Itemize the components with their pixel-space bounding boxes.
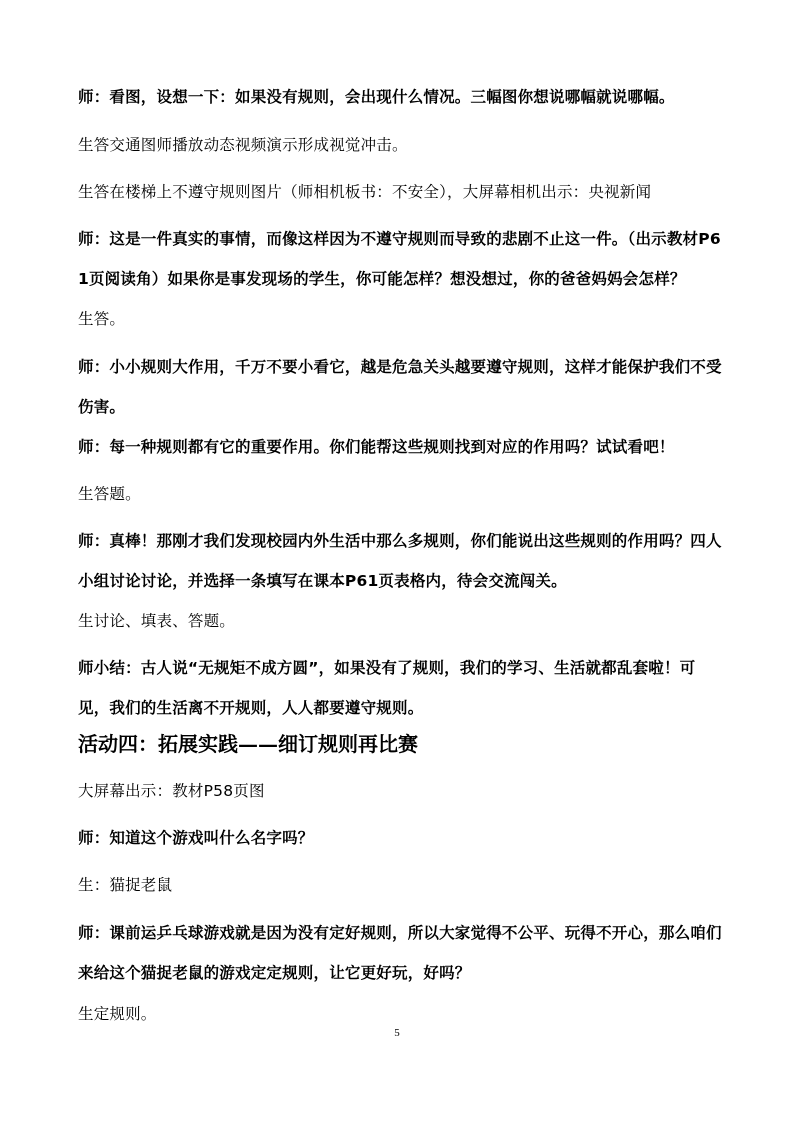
paragraph-teacher-statement: 师：每一种规则都有它的重要作用。你们能帮这些规则找到对应的作用吗？试试看吧！	[78, 438, 675, 456]
activity-heading: 活动四：拓展实践——细订规则再比赛	[78, 732, 418, 756]
paragraph-teacher-statement: 师：真棒！那刚才我们发现校园内外生活中那么多规则，你们能说出这些规则的作用吗？四人小组讨论讨论，并选择一条填写在课本P61页表格内，待会交流闯关。	[78, 532, 722, 590]
page-number: 5	[394, 1027, 400, 1039]
paragraph-student-answer: 生答交通图师播放动态视频演示形成视觉冲击。	[78, 136, 408, 154]
paragraph-student-answer: 生讨论、填表、答题。	[78, 612, 236, 630]
paragraph-student-answer: 生答题。	[78, 485, 141, 503]
paragraph-screen-display: 大屏幕出示：教材P58页图	[78, 782, 265, 800]
paragraph-teacher-question: 师：知道这个游戏叫什么名字吗？	[78, 829, 314, 847]
paragraph-teacher-statement: 师：小小规则大作用，千万不要小看它，越是危急关头越要遵守规则，这样才能保护我们不受伤害。	[78, 358, 722, 416]
paragraph-student-answer: 生答在楼梯上不遵守规则图片（师相机板书：不安全），大屏幕相机出示：央视新闻	[78, 183, 652, 201]
paragraph-teacher-summary: 师小结：古人说“无规矩不成方圆”，如果没有了规则，我们的学习、生活就都乱套啦！可见，我们的生活离不开规则，人人都要遵守规则。	[78, 659, 696, 717]
paragraph-teacher-statement: 师：这是一件真实的事情，而像这样因为不遵守规则而导致的悲剧不止这一件。（出示教材P61页阅读角）如果你是事发现场的学生，你可能怎样？想没想过，你的爸爸妈妈会怎样？	[78, 230, 721, 288]
paragraph-student-answer: 生答。	[78, 310, 126, 328]
paragraph-student-answer: 生：猫捉老鼠	[78, 876, 173, 894]
paragraph-teacher-statement: 师：课前运乒乓球游戏就是因为没有定好规则，所以大家觉得不公平、玩得不开心，那么咱们来给这个猫捉老鼠的游戏定定规则，让它更好玩，好吗？	[78, 924, 722, 982]
paragraph-student-action: 生定规则。	[78, 1005, 157, 1023]
paragraph-teacher-prompt: 师：看图，设想一下：如果没有规则，会出现什么情况。三幅图你想说哪幅就说哪幅。	[78, 88, 675, 106]
